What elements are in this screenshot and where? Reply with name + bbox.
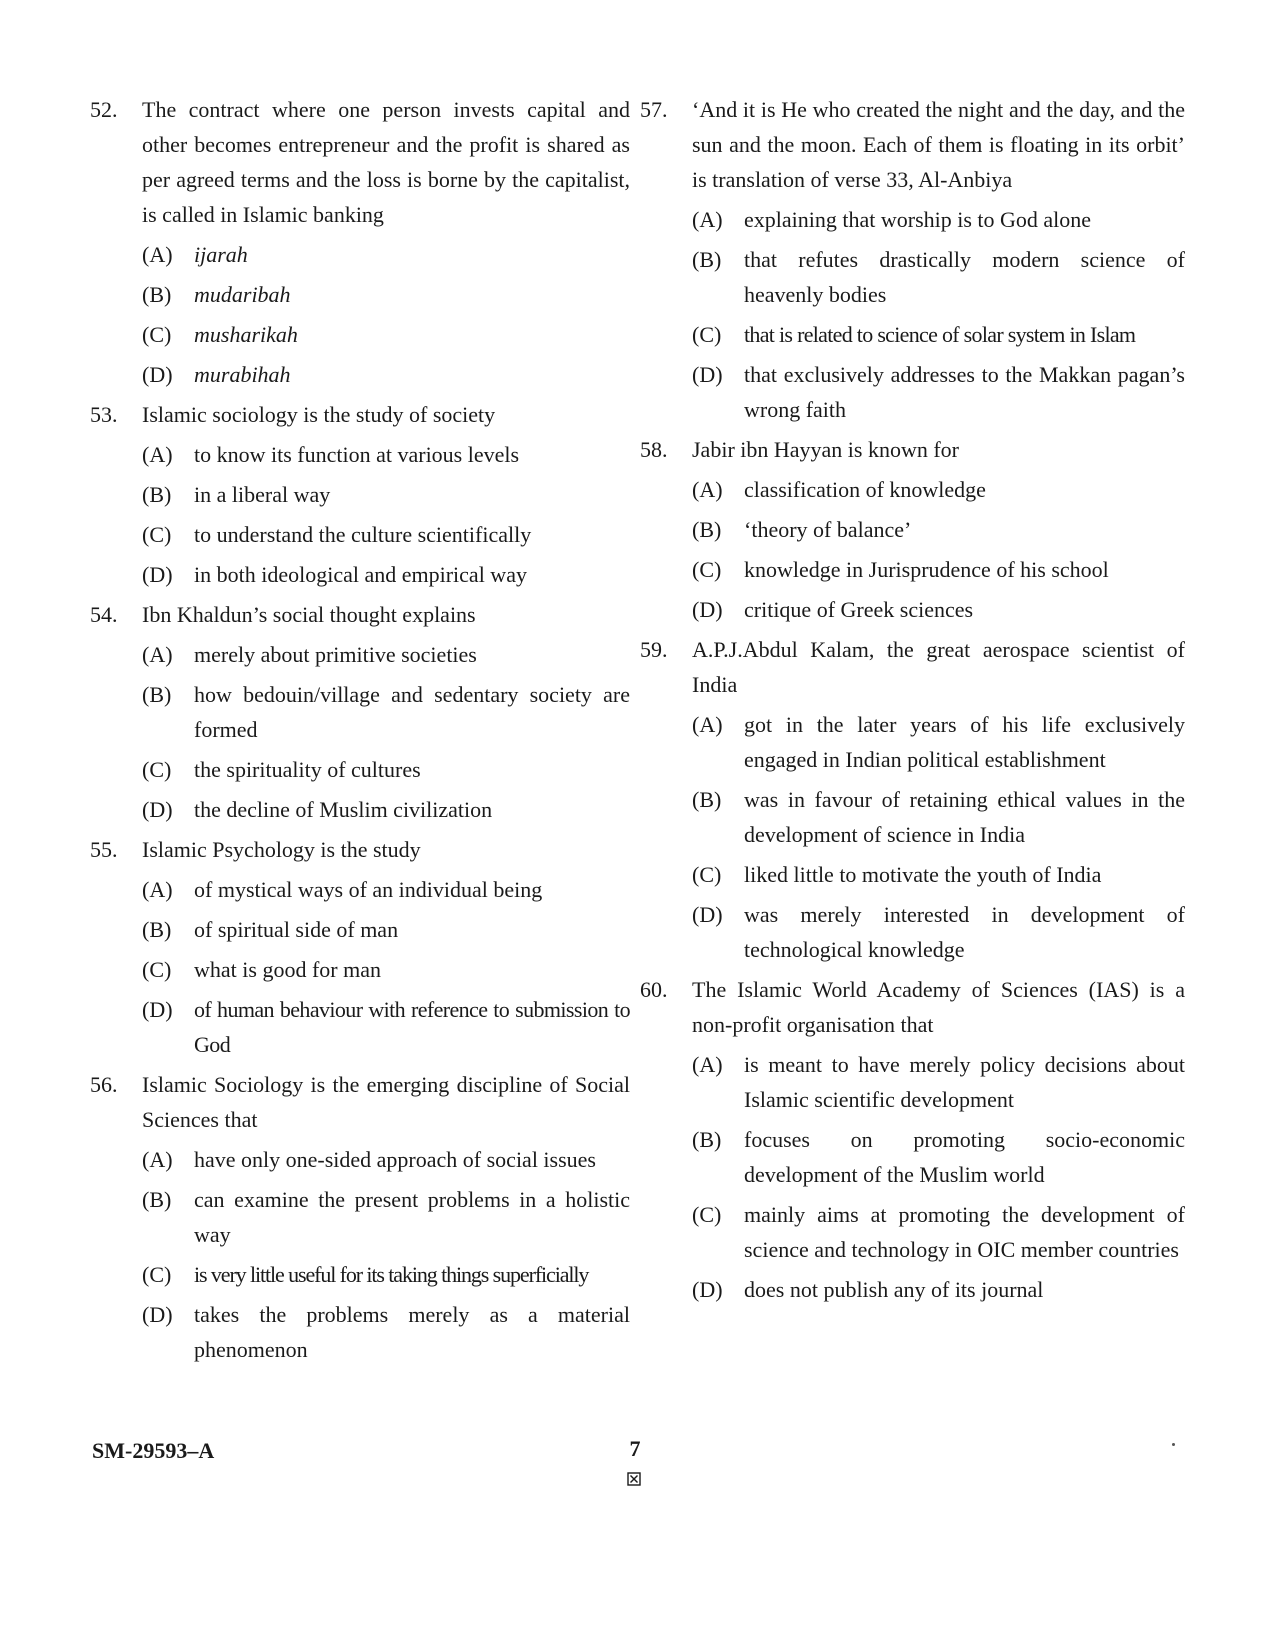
option-52-a	[142, 237, 630, 272]
option-57-c	[692, 317, 1185, 352]
option-text: that refutes drastically modern science of heavenly bodies	[744, 247, 1185, 307]
option-59-c	[692, 857, 1185, 892]
option-52-b	[142, 277, 630, 312]
question-59	[640, 632, 1185, 702]
option-54-a	[142, 637, 630, 672]
question-60	[640, 972, 1185, 1042]
option-text: is meant to have merely policy decisions about Islamic scientific development	[744, 1052, 1185, 1112]
option-label: (B)	[142, 917, 172, 942]
option-label: (C)	[692, 557, 722, 582]
option-label: (C)	[142, 522, 172, 547]
page-dot	[1172, 1443, 1175, 1446]
option-55-c	[142, 952, 630, 987]
option-text: ‘theory of balance’	[744, 517, 912, 542]
option-label: (C)	[142, 957, 172, 982]
option-label: (C)	[142, 322, 172, 347]
option-57-a	[692, 202, 1185, 237]
option-59-b	[692, 782, 1185, 852]
option-label: (A)	[142, 642, 173, 667]
question-text: Islamic sociology is the study of society	[142, 402, 496, 427]
option-text: liked little to motivate the youth of India	[744, 862, 1102, 887]
option-text: have only one-sided approach of social issues	[194, 1147, 596, 1172]
question-text: The contract where one person invests capital and other becomes entrepreneur and the profit is shared as per agreed terms and the loss is borne by the capitalist, is called in Islamic banking	[142, 97, 630, 227]
option-53-c	[142, 517, 630, 552]
option-text: how bedouin/village and sedentary society are formed	[194, 682, 630, 742]
option-text: that is related to science of solar system in Islam	[744, 322, 1136, 347]
option-54-c	[142, 752, 630, 787]
option-label: (B)	[142, 1187, 172, 1212]
option-text: explaining that worship is to God alone	[744, 207, 1092, 232]
option-text: was in favour of retaining ethical values in the development of science in India	[744, 787, 1185, 847]
option-label: (B)	[692, 517, 722, 542]
option-60-a	[692, 1047, 1185, 1117]
option-label: (C)	[692, 1202, 722, 1227]
question-number: 52.	[90, 97, 118, 122]
option-label: (C)	[142, 1262, 172, 1287]
option-label: (C)	[142, 757, 172, 782]
option-text: murabihah	[194, 362, 291, 387]
page-number: 7	[629, 1436, 641, 1461]
option-53-b	[142, 477, 630, 512]
option-label: (D)	[142, 797, 173, 822]
option-label: (B)	[142, 282, 172, 307]
option-text: in both ideological and empirical way	[194, 562, 527, 587]
question-53	[90, 397, 630, 432]
question-57	[640, 92, 1185, 197]
option-label: (B)	[692, 787, 722, 812]
option-55-d	[142, 992, 630, 1062]
option-56-c	[142, 1257, 630, 1292]
question-number: 53.	[90, 402, 118, 427]
option-label: (D)	[142, 1302, 173, 1327]
question-number: 55.	[90, 837, 118, 862]
option-label: (D)	[692, 597, 723, 622]
option-label: (A)	[692, 1052, 723, 1077]
left-column	[90, 92, 630, 1372]
option-55-a	[142, 872, 630, 907]
option-label: (B)	[692, 1127, 722, 1152]
option-text: ijarah	[194, 242, 248, 267]
question-number: 56.	[90, 1072, 118, 1097]
option-text: the decline of Muslim civilization	[194, 797, 493, 822]
option-52-c	[142, 317, 630, 352]
question-58	[640, 432, 1185, 467]
option-text: in a liberal way	[194, 482, 331, 507]
option-text: the spirituality of cultures	[194, 757, 421, 782]
option-text: of human behaviour with reference to submission to God	[194, 997, 630, 1057]
option-label: (B)	[142, 682, 172, 707]
option-label: (B)	[692, 247, 722, 272]
option-text: is very little useful for its taking things superficially	[194, 1262, 589, 1287]
option-text: takes the problems merely as a material phenomenon	[194, 1302, 630, 1362]
option-text: was merely interested in development of technological knowledge	[744, 902, 1185, 962]
crossed-box-icon	[627, 1472, 641, 1486]
option-text: classification of knowledge	[744, 477, 986, 502]
option-text: mainly aims at promoting the development of science and technology in OIC member countries	[744, 1202, 1185, 1262]
option-53-d	[142, 557, 630, 592]
option-text: focuses on promoting socio-economic development of the Muslim world	[744, 1127, 1185, 1187]
option-label: (A)	[142, 242, 173, 267]
option-58-c	[692, 552, 1185, 587]
option-text: of mystical ways of an individual being	[194, 877, 543, 902]
question-number: 57.	[640, 97, 668, 122]
option-label: (A)	[692, 477, 723, 502]
option-54-d	[142, 792, 630, 827]
question-number: 59.	[640, 637, 668, 662]
question-text: Islamic Sociology is the emerging discipline of Social Sciences that	[142, 1072, 630, 1132]
option-label: (A)	[142, 1147, 173, 1172]
question-56	[90, 1067, 630, 1137]
option-label: (C)	[692, 862, 722, 887]
option-label: (D)	[142, 362, 173, 387]
option-label: (A)	[692, 207, 723, 232]
option-text: merely about primitive societies	[194, 642, 477, 667]
question-number: 54.	[90, 602, 118, 627]
option-label: (A)	[142, 877, 173, 902]
booklet-code: SM-29593–A	[92, 1438, 215, 1463]
option-label: (D)	[692, 902, 723, 927]
question-text: ‘And it is He who created the night and the day, and the sun and the moon. Each of them is floating in its orbit’ is translation of verse 33, Al-Anbiya	[692, 97, 1185, 192]
option-56-a	[142, 1142, 630, 1177]
option-58-b	[692, 512, 1185, 547]
option-text: what is good for man	[194, 957, 381, 982]
option-label: (B)	[142, 482, 172, 507]
option-label: (D)	[692, 1277, 723, 1302]
option-57-d	[692, 357, 1185, 427]
option-label: (D)	[142, 997, 173, 1022]
question-number: 58.	[640, 437, 668, 462]
question-text: Ibn Khaldun’s social thought explains	[142, 602, 476, 627]
option-58-d	[692, 592, 1185, 627]
option-text: got in the later years of his life exclusively engaged in Indian political establishment	[744, 712, 1185, 772]
option-56-d	[142, 1297, 630, 1367]
option-52-d	[142, 357, 630, 392]
option-text: mudaribah	[194, 282, 291, 307]
option-60-c	[692, 1197, 1185, 1267]
option-label: (A)	[142, 442, 173, 467]
question-text: A.P.J.Abdul Kalam, the great aerospace scientist of India	[692, 637, 1185, 697]
question-number: 60.	[640, 977, 668, 1002]
option-text: musharikah	[194, 322, 298, 347]
question-text: The Islamic World Academy of Sciences (IAS) is a non-profit organisation that	[692, 977, 1185, 1037]
option-59-d	[692, 897, 1185, 967]
right-column	[640, 92, 1185, 1312]
option-label: (D)	[692, 362, 723, 387]
option-text: does not publish any of its journal	[744, 1277, 1044, 1302]
option-60-b	[692, 1122, 1185, 1192]
option-text: to understand the culture scientifically	[194, 522, 532, 547]
option-58-a	[692, 472, 1185, 507]
option-53-a	[142, 437, 630, 472]
option-text: knowledge in Jurisprudence of his school	[744, 557, 1109, 582]
option-text: to know its function at various levels	[194, 442, 520, 467]
option-60-d	[692, 1272, 1185, 1307]
question-52	[90, 92, 630, 232]
option-54-b	[142, 677, 630, 747]
option-text: critique of Greek sciences	[744, 597, 974, 622]
option-label: (C)	[692, 322, 722, 347]
question-text: Jabir ibn Hayyan is known for	[692, 437, 960, 462]
question-54	[90, 597, 630, 632]
question-55	[90, 832, 630, 867]
option-text: can examine the present problems in a holistic way	[194, 1187, 630, 1247]
option-57-b	[692, 242, 1185, 312]
option-text: that exclusively addresses to the Makkan pagan’s wrong faith	[744, 362, 1185, 422]
option-label: (D)	[142, 562, 173, 587]
option-text: of spiritual side of man	[194, 917, 399, 942]
option-56-b	[142, 1182, 630, 1252]
question-text: Islamic Psychology is the study	[142, 837, 421, 862]
option-label: (A)	[692, 712, 723, 737]
option-55-b	[142, 912, 630, 947]
option-59-a	[692, 707, 1185, 777]
